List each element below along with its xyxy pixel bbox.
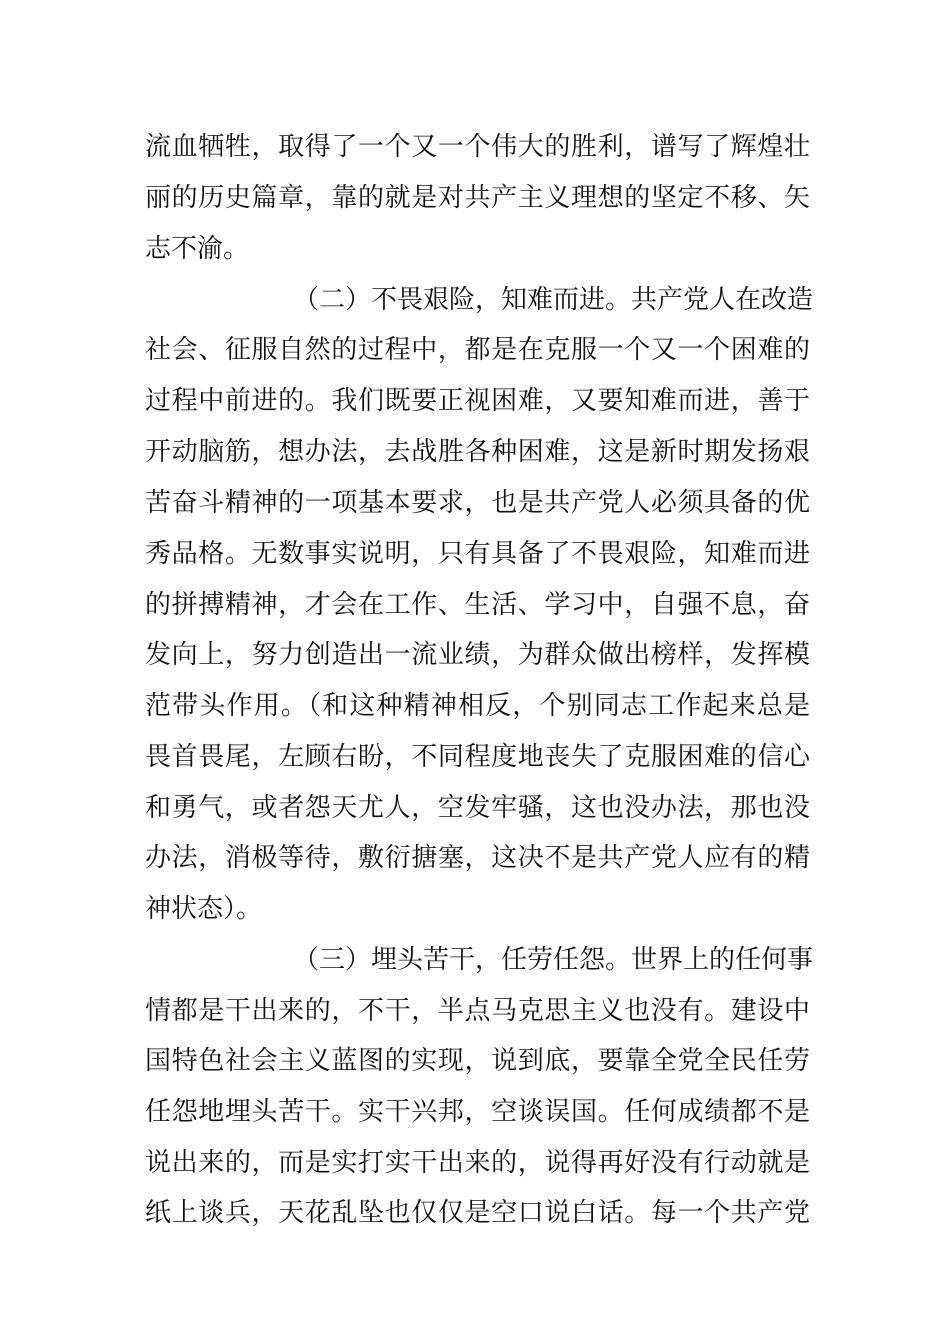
text-line-5: 社会、征服自然的过程中，都是在克服一个又一个困难的: [145, 335, 810, 365]
text-line-1: 流血牺牲，取得了一个又一个伟大的胜利，谱写了辉煌壮: [145, 132, 810, 162]
text-line-6: 过程中前进的。我们既要正视困难，又要知难而进，善于: [145, 386, 810, 416]
text-line-7: 开动脑筋，想办法，去战胜各种困难，这是新时期发扬艰: [145, 437, 810, 467]
text-line-19: 国特色社会主义蓝图的实现，说到底，要靠全党全民任劳: [145, 1046, 810, 1076]
text-line-12: 范带头作用。（和这种精神相反，个别同志工作起来总是: [145, 691, 810, 721]
text-line-10: 的拼搏精神，才会在工作、生活、学习中，自强不息，奋: [145, 590, 810, 620]
text-line-13: 畏首畏尾，左顾右盼，不同程度地丧失了克服困难的信心: [145, 742, 810, 772]
text-line-20: 任怨地埋头苦干。实干兴邦，空谈误国。任何成绩都不是: [145, 1097, 810, 1127]
text-line-2: 丽的历史篇章，靠的就是对共产主义理想的坚定不移、矢: [145, 183, 810, 213]
section-heading-2: （二）不畏艰险，知难而进。共产党人在改造: [293, 285, 814, 315]
text-line-3: 志不渝。: [145, 234, 250, 264]
text-line-22: 纸上谈兵，天花乱坠也仅仅是空口说白话。每一个共产党: [145, 1198, 810, 1228]
text-line-16: 神状态）。: [145, 894, 263, 924]
text-line-15: 办法，消极等待，敷衍搪塞，这决不是共产党人应有的精: [145, 843, 810, 873]
text-line-9: 秀品格。无数事实说明，只有具备了不畏艰险，知难而进: [145, 539, 810, 569]
text-line-14: 和勇气，或者怨天尤人，空发牢骚，这也没办法，那也没: [145, 793, 810, 823]
text-line-18: 情都是干出来的，不干，半点马克思主义也没有。建设中: [145, 996, 810, 1026]
text-line-21: 说出来的，而是实打实干出来的，说得再好没有行动就是: [145, 1148, 810, 1178]
text-line-11: 发向上，努力创造出一流业绩，为群众做出榜样，发挥模: [145, 640, 810, 670]
section-heading-3: （三）埋头苦干，任劳任怨。世界上的任何事: [293, 945, 814, 975]
text-line-8: 苦奋斗精神的一项基本要求，也是共产党人必须具备的优: [145, 488, 810, 518]
